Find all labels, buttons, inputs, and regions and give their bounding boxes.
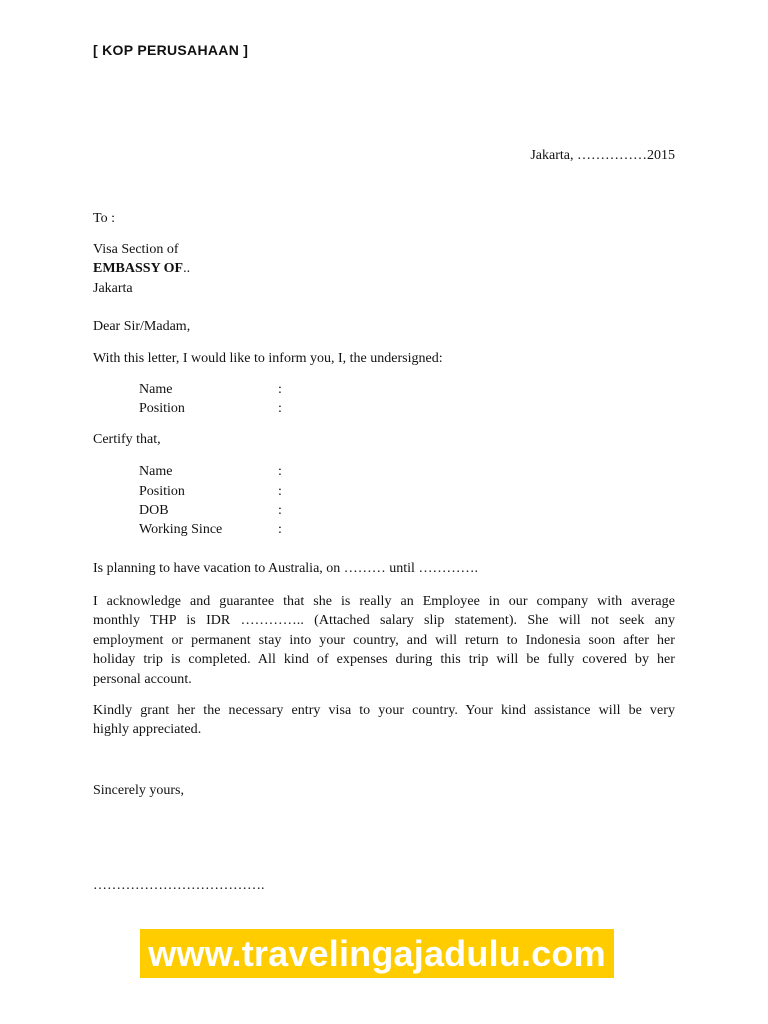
employee-dob-row xyxy=(139,503,299,522)
field-colon: : xyxy=(278,382,282,397)
embassy-label: EMBASSY OF xyxy=(93,261,184,276)
visa-request-paragraph xyxy=(93,701,675,740)
field-colon: : xyxy=(278,503,282,518)
paragraph-line: I acknowledge and guarantee that she is really an Employee in our company with average xyxy=(93,594,675,609)
watermark-banner xyxy=(140,929,614,978)
paragraph-line: Kindly grant her the necessary entry visa to your country. Your kind assistance will be very xyxy=(93,703,675,718)
field-colon: : xyxy=(278,401,282,416)
employee-name-row xyxy=(139,464,299,483)
employee-working-since-row xyxy=(139,522,299,541)
field-label: Name xyxy=(139,382,173,397)
vacation-plan-line: Is planning to have vacation to Australia, on ……… until …………. xyxy=(93,561,478,576)
field-colon: : xyxy=(278,484,282,499)
undersigned-position-row xyxy=(139,401,299,420)
recipient-line-embassy xyxy=(93,261,190,277)
salutation: Dear Sir/Madam, xyxy=(93,319,191,334)
employee-position-row xyxy=(139,484,299,503)
field-label: Position xyxy=(139,484,185,499)
intro-paragraph: With this letter, I would like to inform you, I, the undersigned: xyxy=(93,351,443,366)
paragraph-line: highly appreciated. xyxy=(93,722,202,738)
watermark-url: www.travelingajadulu.com xyxy=(148,932,606,974)
paragraph-line: monthly THP is IDR ………….. (Attached salary slip statement). She will not seek any xyxy=(93,613,675,629)
to-label: To : xyxy=(93,211,115,226)
closing: Sincerely yours, xyxy=(93,783,184,798)
field-label: Working Since xyxy=(139,522,223,537)
paragraph-line: personal account. xyxy=(93,671,192,687)
recipient-line-city: Jakarta xyxy=(93,281,133,296)
field-colon: : xyxy=(278,464,282,479)
signature-line: ………………………………. xyxy=(93,878,265,893)
certify-line: Certify that, xyxy=(93,432,161,447)
undersigned-name-row xyxy=(139,382,299,401)
date-line: Jakarta, ……………2015 xyxy=(530,148,675,163)
guarantee-paragraph xyxy=(93,592,675,689)
field-colon: : xyxy=(278,522,282,537)
field-label: DOB xyxy=(139,503,169,518)
field-label: Position xyxy=(139,401,185,416)
paragraph-line: employment or permanent stay into your country, and will return to Indonesia soon after her xyxy=(93,632,675,648)
recipient-line-visa-section: Visa Section of xyxy=(93,242,179,257)
paragraph-line: holiday trip is completed. All kind of expenses during this trip will be fully covered by her xyxy=(93,652,675,668)
embassy-placeholder: .. xyxy=(183,261,191,276)
company-letterhead-placeholder: [ KOP PERUSAHAAN ] xyxy=(93,42,249,58)
field-label: Name xyxy=(139,464,173,479)
